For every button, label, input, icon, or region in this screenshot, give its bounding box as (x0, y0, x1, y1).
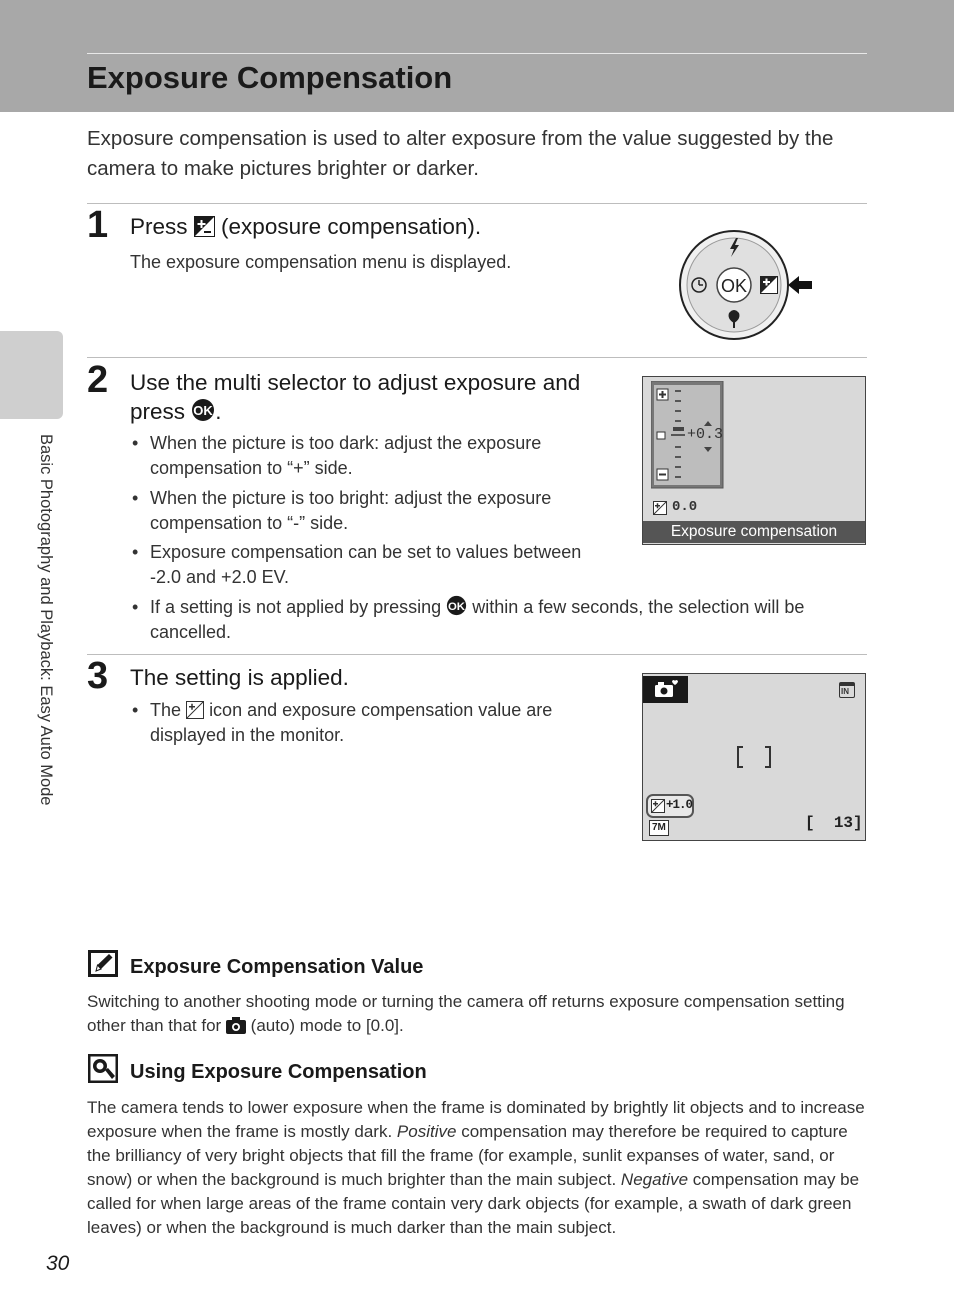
page-title: Exposure Compensation (87, 60, 453, 95)
note-1-title: Exposure Compensation Value (130, 956, 424, 978)
step-1-heading (130, 212, 481, 241)
step-1-number: 1 (87, 204, 109, 246)
side-tab-label: Basic Photography and Playback: Easy Auto Mode (37, 434, 55, 806)
bullet-text-end: icon and exposure compensation value are displayed in the monitor. (150, 700, 553, 745)
exposure-value: +1.0 (666, 798, 693, 812)
note-1-body-end: (auto) mode to [0.0]. (250, 1016, 404, 1035)
focus-brackets (736, 746, 772, 768)
exposure-compensation-icon (194, 216, 215, 237)
menu-caption: Exposure compensation (643, 521, 865, 543)
step-1-text: The exposure compensation menu is displayed. (130, 252, 512, 272)
note-2-body (87, 1096, 872, 1240)
step-2-heading-end: . (215, 399, 222, 424)
divider (87, 357, 867, 358)
exposure-compensation-icon (760, 276, 778, 294)
step-3-heading: The setting is applied. (130, 665, 349, 690)
ok-label-graphic: OK (720, 276, 748, 296)
list-item: • When the picture is too bright: adjust the exposure compensation to “-” side. (130, 486, 610, 536)
exposure-menu-screen (642, 376, 866, 545)
svg-text:OK: OK (193, 403, 214, 418)
current-exposure-value: 0.0 (672, 499, 698, 515)
note-1-body-start: Switching to another shooting mode or turning the camera off returns exposure compensation setting other than that for (87, 992, 845, 1035)
list-item: • Exposure compensation can be set to values between -2.0 and +2.0 EV. (130, 540, 610, 590)
internal-memory-icon (839, 682, 855, 698)
multi-selector-diagram (678, 230, 818, 340)
arrow-pointer-icon (788, 276, 812, 294)
step-3-bullets (130, 698, 610, 753)
camera-heart-icon (643, 676, 688, 703)
svg-text:OK: OK (448, 600, 466, 613)
note-2-body-part-2: compensation may therefore be required to capture the brilliancy of very bright objects that fill the frame (for example, sunlit expanses of water, sand, or snow) or when the background is much brighter than the main subject. (87, 1122, 848, 1189)
exposure-compensation-icon (186, 701, 204, 719)
header-rule (87, 53, 867, 54)
step-2-number: 2 (87, 359, 109, 401)
header-banner (0, 0, 954, 112)
slider-indicator (673, 427, 684, 431)
exposure-compensation-icon (653, 501, 667, 515)
bullet-text-start: If a setting is not applied by pressing (150, 597, 442, 617)
note-2-body-part-1: The camera tends to lower exposure when the frame is dominated by brightly lit objects and to increase exposure when the frame is mostly dark. (87, 1098, 865, 1141)
slider-value: +0.3 (687, 426, 724, 443)
memory-label: IN (841, 687, 849, 696)
bullet-text-end: within a few seconds, the selection will be cancelled. (150, 597, 805, 642)
shots-remaining: 13 (833, 814, 854, 832)
pencil-note-icon (88, 950, 118, 977)
step-1-heading-start: Press (130, 214, 188, 239)
step-2-bullets (130, 431, 610, 595)
camera-icon (226, 1017, 246, 1034)
ok-button-icon (446, 595, 467, 616)
step-3-number: 3 (87, 655, 109, 697)
image-mode-indicator: 7M (649, 820, 669, 836)
divider (87, 203, 867, 204)
zero-marker-icon (657, 432, 665, 439)
shots-remaining-readout: [ 13] (805, 814, 863, 832)
exposure-compensation-icon (651, 799, 665, 813)
note-2-body-part-3: compensation may be called for when large areas of the frame contain very dark objects (for example, a swath of dark green leaves) or when the background is much darker than the main subject. (87, 1170, 860, 1237)
step-2-heading-start: press (130, 399, 186, 424)
note-2-body-negative: Negative (620, 1170, 689, 1189)
magnifier-tip-icon (88, 1054, 118, 1083)
list-item: • When the picture is too dark: adjust the exposure compensation to “+” side. (130, 431, 610, 481)
ok-button-icon (191, 398, 215, 422)
step-2-bullet-4 (130, 595, 865, 650)
step-2-heading-line1: Use the multi selector to adjust exposure and (130, 370, 581, 395)
bullet-text-start: The (150, 700, 182, 720)
list-item (130, 698, 610, 748)
step-2-heading (130, 368, 630, 426)
exposure-readout (646, 794, 694, 818)
note-1-body (87, 990, 872, 1038)
step-1-heading-end: (exposure compensation). (221, 214, 482, 239)
side-tab (0, 331, 63, 419)
list-item (130, 595, 865, 645)
note-2-body-positive: Positive (396, 1122, 457, 1141)
auto-mode-indicator (643, 676, 688, 703)
intro-paragraph: Exposure compensation is used to alter exposure from the value suggested by the camera to make pictures brighter or darker. (87, 127, 834, 180)
page-number: 30 (46, 1252, 70, 1275)
note-2-title: Using Exposure Compensation (130, 1061, 427, 1083)
divider (87, 654, 867, 655)
monitor-screen (642, 673, 866, 841)
